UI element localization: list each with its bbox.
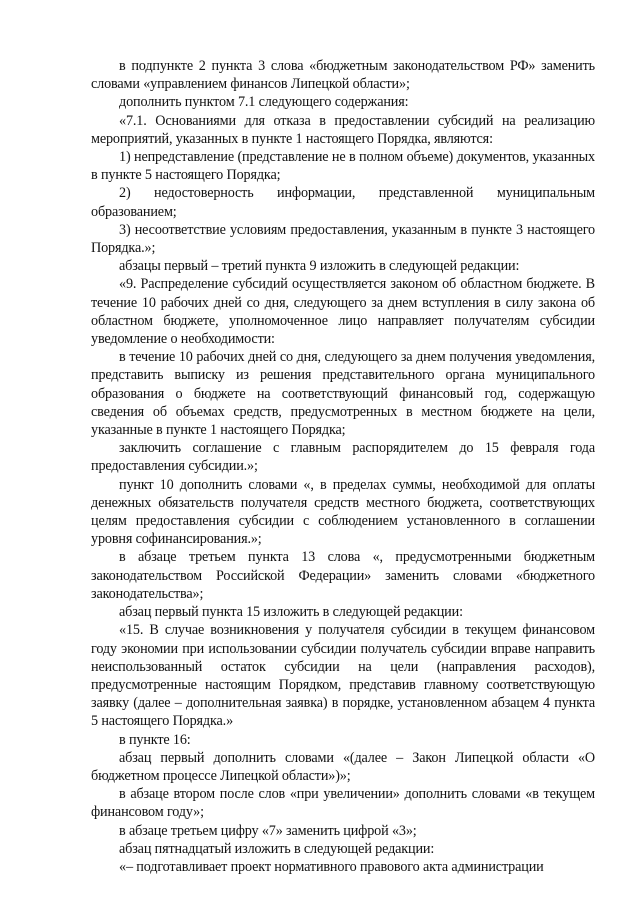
paragraph: в абзаце втором после слов «при увеличении» дополнить словами «в текущем финансовом году»; [91, 786, 595, 821]
paragraph: абзац первый пункта 15 изложить в следующей редакции: [119, 604, 463, 621]
paragraph: в абзаце третьем цифру «7» заменить цифрой «3»; [119, 822, 417, 839]
paragraph: 3) несоответствие условиям предоставления, указанным в пункте 3 настоящего Порядка.»; [91, 221, 595, 257]
paragraph: в подпункте 2 пункта 3 слова «бюджетным законодательством РФ» заменить словами «управлением финансов Липецкой области»; [91, 58, 595, 93]
document-body [91, 57, 595, 876]
paragraph: в течение 10 рабочих дней со дня, следующего за днем получения уведомления, представить выписку из решения представительного органа муниципального образования о бюджете на соответствующий финансовый год, содержащую сведения об объемах средств, предусмотренных в местном бюджете на цели, указанные в пункте 1 настоящего Порядка; [91, 349, 595, 439]
paragraph: «7.1. Основаниями для отказа в предоставлении субсидий на реализацию мероприятий, указанных в пункте 1 настоящего Порядка, являются: [91, 112, 595, 147]
paragraph: в абзаце третьем пункта 13 слова «, предусмотренными бюджетным законодательством Российской Федерации» заменить словами «бюджетного законодательства»; [91, 549, 595, 602]
paragraph: «9. Распределение субсидий осуществляется законом об областном бюджете. В течение 10 рабочих дней со дня, следующего за днем вступления в силу закона об областном бюджете, уполномоченное лицо направляет получателям субсидии уведомление о необходимости: [91, 276, 595, 348]
paragraph: 1) непредставление (представление не в полном объеме) документов, указанных в пункте 5 настоящего Порядка; [91, 149, 595, 184]
paragraph: абзац пятнадцатый изложить в следующей редакции: [119, 840, 435, 857]
paragraph: «15. В случае возникновения у получателя субсидии в текущем финансовом году экономии при использовании субсидии получатель субсидии вправе направить неиспользованный остаток субсидии на цели (направления расходов), предусмотренные настоящим Порядком, представив главному соответствующую заявку (далее – дополнительная заявка) в порядке, установленном абзацем 4 пункта 5 настоящего Порядка.» [91, 622, 595, 730]
paragraph: 2) недостоверность информации, представленной муниципальным образованием; [91, 185, 595, 220]
paragraph: заключить соглашение с главным распорядителем до 15 февраля года предоставления субсидии.»; [91, 440, 595, 475]
paragraph: в пункте 16: [119, 731, 191, 748]
paragraph: абзацы первый – третий пункта 9 изложить в следующей редакции: [119, 258, 520, 275]
paragraph: абзац первый дополнить словами «(далее – Закон Липецкой области «О бюджетном процессе Липецкой области»)»; [91, 749, 595, 784]
paragraph: дополнить пунктом 7.1 следующего содержания: [119, 94, 409, 111]
paragraph: пункт 10 дополнить словами «, в пределах суммы, необходимой для оплаты денежных обязательств получателя средств местного бюджета, соответствующих целям предоставления субсидии с соблюдением установленного в соглашении уровня софинансирования.»; [91, 476, 595, 548]
paragraph: «– подготавливает проект нормативного правового акта администрации [119, 858, 544, 875]
